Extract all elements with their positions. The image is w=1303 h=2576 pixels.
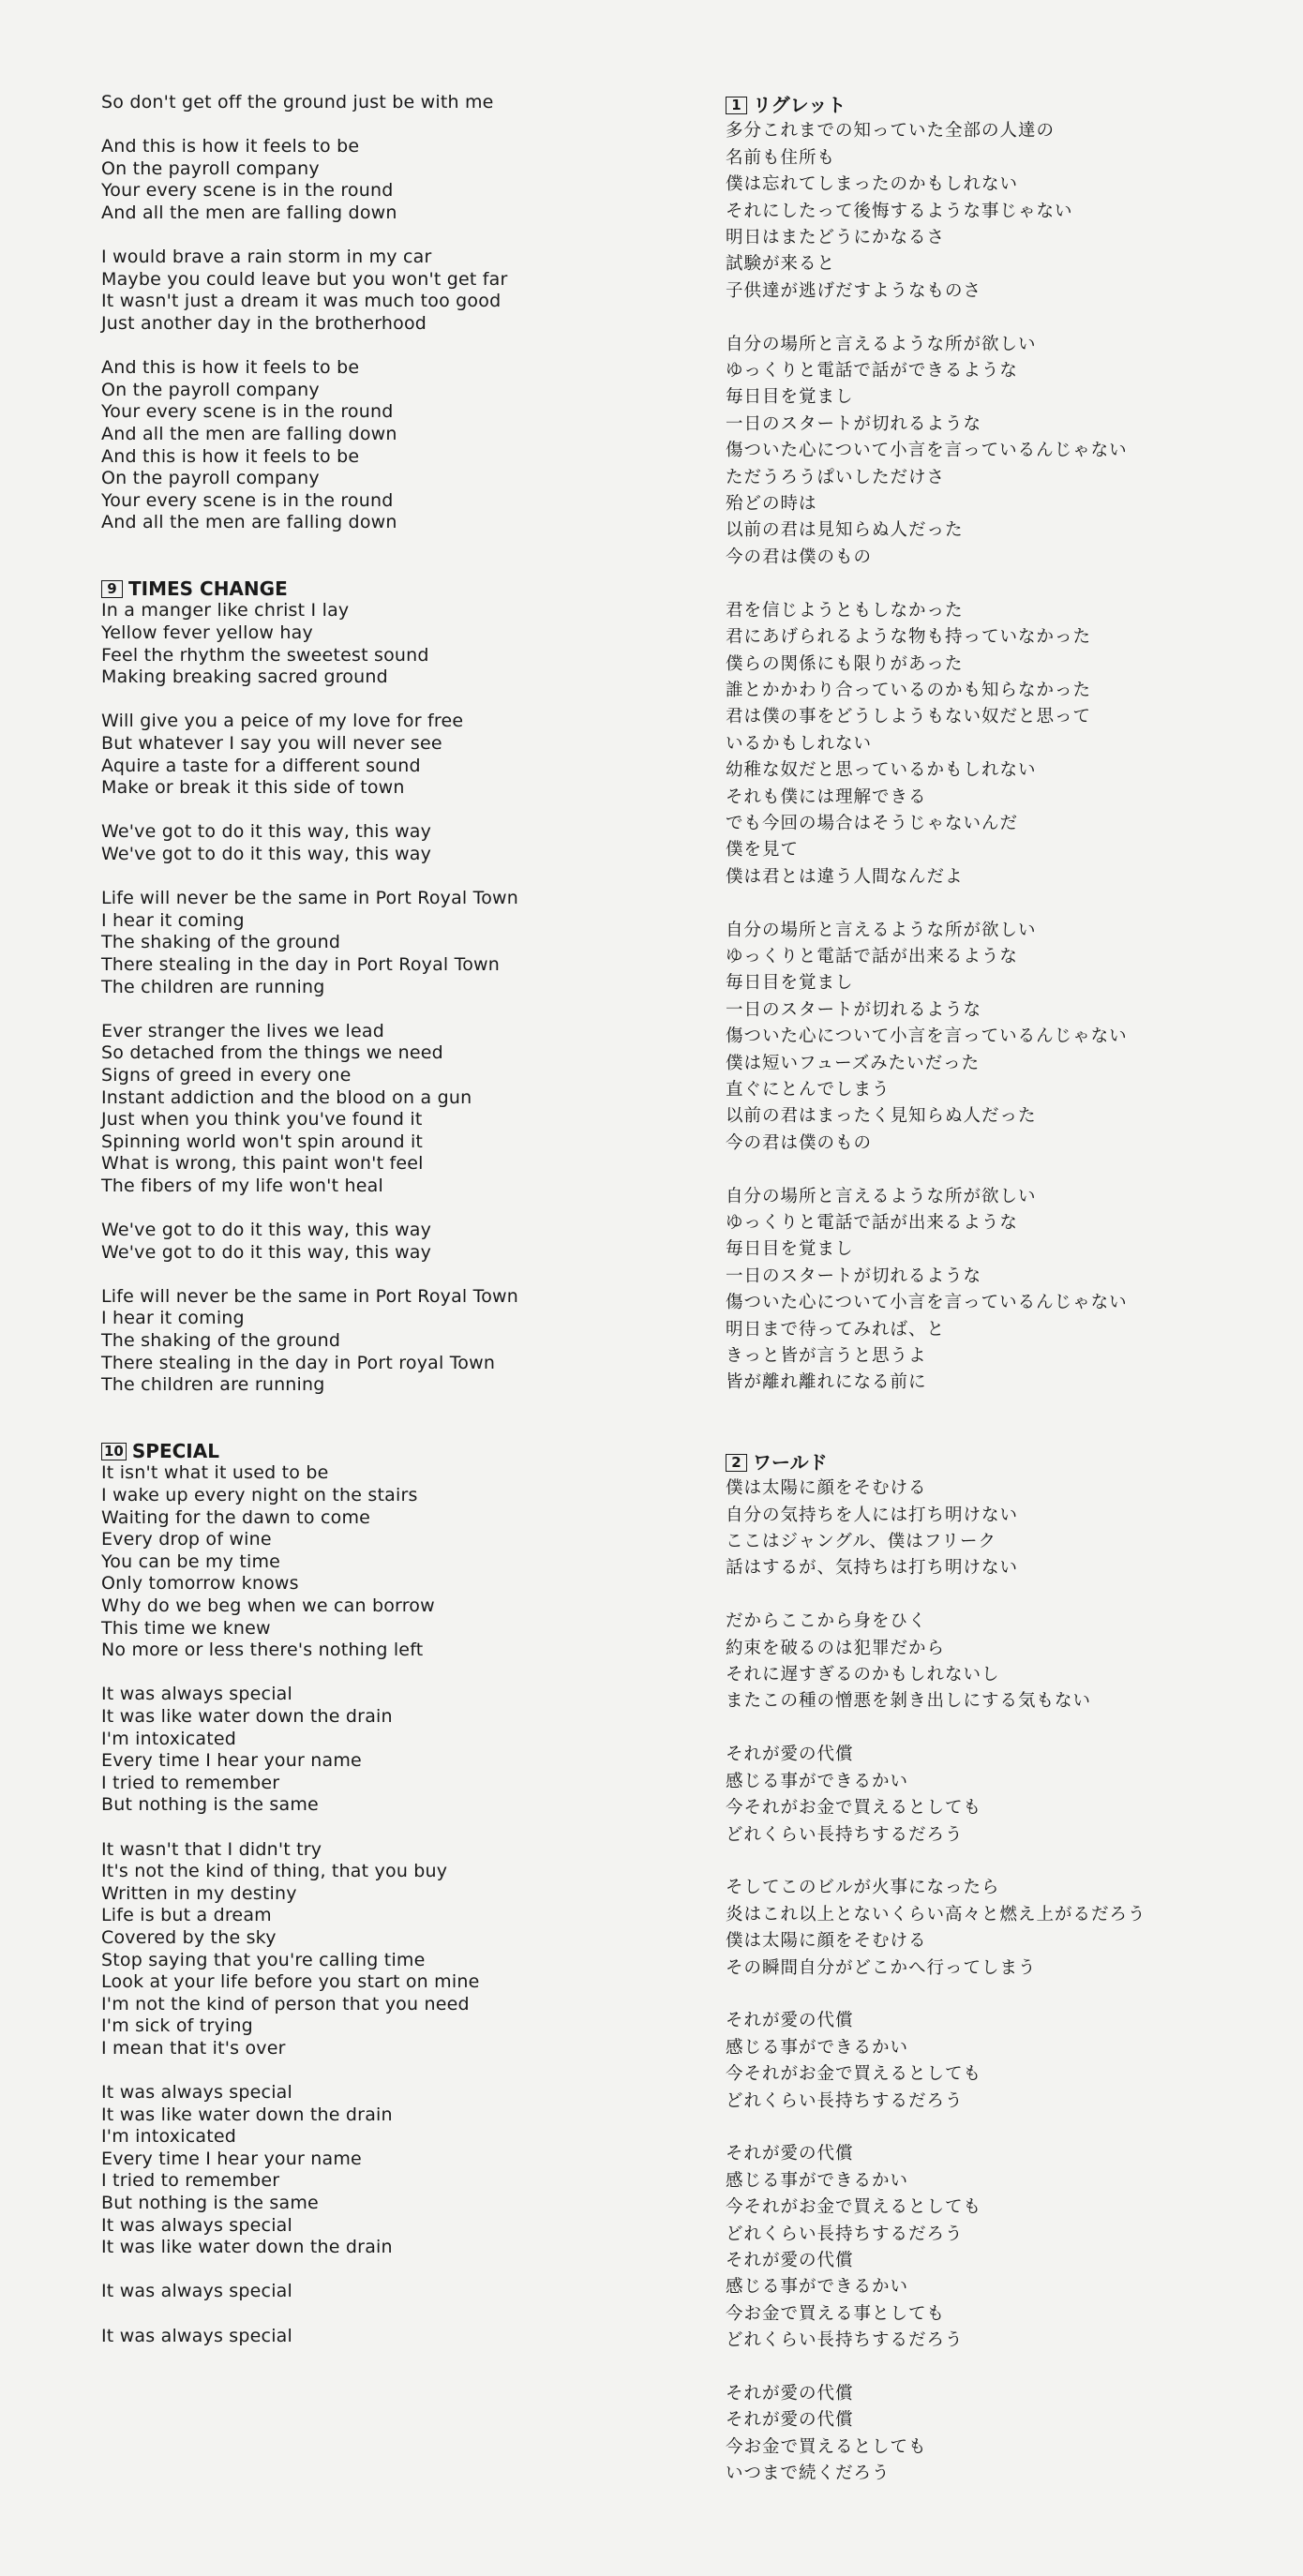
stanza-gap <box>726 1849 1260 1875</box>
stanza-gap <box>726 891 1260 917</box>
lyric-line: I hear it coming <box>101 909 245 931</box>
continuation-lyrics <box>101 92 682 534</box>
stanza-gap <box>726 2115 1260 2141</box>
lyric-stanza <box>101 888 682 998</box>
lyric-line: So detached from the things we need <box>101 1042 443 1064</box>
lyric-line: Your every scene is in the round <box>101 401 394 423</box>
stanza-gap <box>101 998 682 1021</box>
lyric-line: 傷ついた心について小言を言っているんじゃない <box>726 1026 1128 1047</box>
lyric-line: 今お金で買える事としても <box>726 2303 946 2324</box>
lyric-line: On the payroll company <box>101 379 320 400</box>
lyric-line: 毎日目を覚まし <box>726 1239 854 1260</box>
lyric-line: Will give you a peice of my love for free <box>101 711 464 732</box>
lyric-line: It's not the kind of thing, that you buy <box>101 1861 448 1882</box>
lyric-line: It was like water down the drain <box>101 2237 393 2258</box>
lyric-line: 君は僕の事をどうしようもない奴だと思って <box>726 707 1092 727</box>
lyric-line: So don't get off the ground just be with me <box>101 92 494 112</box>
lyric-line: It was always special <box>101 2214 292 2236</box>
song-title <box>726 92 1260 118</box>
lyric-line: I hear it coming <box>101 1308 245 1329</box>
lyric-stanza <box>101 2082 682 2259</box>
lyric-line: But whatever I say you will never see <box>101 733 442 755</box>
lyric-line: 今の君は僕のもの <box>726 1132 873 1153</box>
stanza-gap <box>101 2059 682 2082</box>
lyric-line: It isn't what it used to be <box>101 1462 329 1484</box>
lyric-line: Every time I hear your name <box>101 1750 362 1772</box>
lyric-stanza <box>101 92 682 114</box>
lyric-line: どれくらい長持ちするだろう <box>726 1824 964 1845</box>
lyric-stanza <box>726 2008 1260 2115</box>
lyric-line: 傷ついた心について小言を言っているんじゃない <box>726 1293 1128 1313</box>
lyric-line: それにしたって後悔するような事じゃない <box>726 201 1073 221</box>
lyric-line: そしてこのビルが火事になったら <box>726 1878 1000 1898</box>
lyric-line: 今それがお金で買えるとしても <box>726 2197 982 2218</box>
lyric-line: 感じる事ができるかい <box>726 2037 909 2058</box>
lyric-line: 自分の場所と言えるような所が欲しい <box>726 920 1037 940</box>
lyric-stanza <box>101 1839 682 2060</box>
lyric-line: Making breaking sacred ground <box>101 666 388 688</box>
section-gap <box>726 1397 1260 1449</box>
lyric-line: Yellow fever yellow hay <box>101 622 313 644</box>
lyric-line: 僕は太陽に顔をそむける <box>726 1931 927 1952</box>
lyric-stanza <box>101 600 682 688</box>
lyric-line: それも僕には理解できる <box>726 786 927 807</box>
lyric-line: それが愛の代償 <box>726 2144 854 2164</box>
lyric-line: Your every scene is in the round <box>101 180 394 202</box>
track-number-box: 2 <box>726 1454 747 1472</box>
lyric-stanza <box>101 821 682 865</box>
lyric-line: 僕は太陽に顔をそむける <box>726 1478 927 1499</box>
lyric-line: I mean that it's over <box>101 2037 286 2059</box>
lyric-line: There stealing in the day in Port royal Town <box>101 1352 496 1373</box>
lyric-line: Aquire a taste for a different sound <box>101 755 421 776</box>
song-title-text: ワールド <box>753 1450 828 1474</box>
stanza-gap <box>101 1817 682 1839</box>
lyric-line: 多分これまでの知っていた全部の人達の <box>726 121 1056 142</box>
lyric-line: 以前の君は見知らぬ人だった <box>726 520 964 541</box>
lyric-line: I would brave a rain storm in my car <box>101 247 432 268</box>
lyric-line: 一日のスタートが切れるような <box>726 999 982 1020</box>
section-gap <box>101 1397 682 1441</box>
lyric-stanza <box>101 1684 682 1817</box>
lyric-line: We've got to do it this way, this way <box>101 1241 432 1263</box>
lyric-line: 毎日目を覚まし <box>726 973 854 994</box>
lyric-line: 一日のスタートが切れるような <box>726 1266 982 1286</box>
lyric-stanza <box>101 247 682 335</box>
lyric-line: ゆっくりと電話で話ができるような <box>726 361 1018 382</box>
stanza-gap <box>101 689 682 711</box>
lyric-line: ゆっくりと電話で話が出来るような <box>726 946 1018 966</box>
lyric-stanza <box>101 1220 682 1264</box>
lyric-line: 毎日目を覚まし <box>726 387 854 408</box>
lyric-line: どれくらい長持ちするだろう <box>726 2330 964 2351</box>
stanza-gap <box>101 866 682 889</box>
lyric-line: ここはジャングル、僕はフリーク <box>726 1532 996 1552</box>
lyric-line: だからここから身をひく <box>726 1611 927 1632</box>
lyric-stanza <box>726 1184 1260 1397</box>
lyric-stanza <box>101 711 682 799</box>
lyric-line: その瞬間自分がどこかへ行ってしまう <box>726 1957 1037 1978</box>
stanza-gap <box>101 2259 682 2282</box>
lyric-line: I tried to remember <box>101 2170 280 2192</box>
lyric-stanza <box>726 1609 1260 1715</box>
lyric-stanza <box>101 2281 682 2303</box>
lyric-line: Only tomorrow knows <box>101 1573 299 1595</box>
stanza-gap <box>726 1715 1260 1742</box>
lyric-line: 誰とかかわり合っているのかも知らなかった <box>726 680 1092 700</box>
lyric-line: And this is how it feels to be <box>101 136 360 157</box>
lyric-line: 僕らの関係にも限りがあった <box>726 653 964 674</box>
lyric-stanza <box>101 357 682 534</box>
lyric-line: Just when you think you've found it <box>101 1109 423 1131</box>
lyric-line: どれくらい長持ちするだろう <box>726 2090 964 2111</box>
lyric-stanza <box>726 598 1260 891</box>
lyric-line: And all the men are falling down <box>101 512 397 533</box>
lyric-line: The fibers of my life won't heal <box>101 1175 383 1196</box>
lyric-line: いつまで続くだろう <box>726 2464 891 2484</box>
lyric-line: ゆっくりと電話で話が出来るような <box>726 1213 1018 1233</box>
lyric-line: 君にあげられるような物も持っていなかった <box>726 627 1092 648</box>
lyric-line: 直ぐにとんでしまう <box>726 1079 891 1100</box>
lyric-line: The children are running <box>101 976 325 997</box>
lyric-line: またこの種の憎悪を剝き出しにする気もない <box>726 1691 1092 1712</box>
lyric-line: Your every scene is in the round <box>101 489 394 511</box>
lyric-line: No more or less there's nothing left <box>101 1640 424 1661</box>
lyric-stanza <box>726 332 1260 572</box>
lyric-line: It was always special <box>101 2082 292 2104</box>
lyric-line: The shaking of the ground <box>101 932 341 953</box>
lyric-line: 今それがお金で買えるとしても <box>726 2064 982 2085</box>
stanza-gap <box>101 1198 682 1221</box>
lyric-line: And this is how it feels to be <box>101 357 360 379</box>
lyric-line: I'm sick of trying <box>101 2015 253 2037</box>
lyric-line: Maybe you could leave but you won't get far <box>101 268 508 290</box>
lyric-line: Written in my destiny <box>101 1882 297 1904</box>
lyric-line: Waiting for the dawn to come <box>101 1506 371 1528</box>
lyric-stanza <box>101 136 682 224</box>
lyric-stanza <box>726 2381 1260 2488</box>
stanza-gap <box>726 305 1260 331</box>
lyric-line: Instant addiction and the blood on a gun <box>101 1086 472 1108</box>
lyric-line: On the payroll company <box>101 468 320 489</box>
lyric-line: Make or break it this side of town <box>101 777 405 799</box>
song-regret <box>726 92 1260 1397</box>
lyric-line: And this is how it feels to be <box>101 445 360 467</box>
stanza-gap <box>726 1157 1260 1183</box>
lyric-line: 一日のスタートが切れるような <box>726 413 982 434</box>
lyric-line: 今お金で買えるとしても <box>726 2436 927 2457</box>
track-number-box: 10 <box>101 1443 127 1460</box>
section-gap <box>101 534 682 578</box>
lyric-line: 約束を破るのは犯罪だから <box>726 1638 946 1658</box>
stanza-gap <box>726 2355 1260 2381</box>
lyric-line: 僕は短いフューズみたいだった <box>726 1053 981 1073</box>
lyric-line: Every drop of wine <box>101 1529 272 1550</box>
lyric-line: This time we knew <box>101 1617 271 1639</box>
song-title <box>101 1441 682 1463</box>
lyric-stanza <box>101 1286 682 1397</box>
lyric-line: 君を信じようともしなかった <box>726 600 964 621</box>
song-title-text: TIMES CHANGE <box>128 577 288 600</box>
lyric-line: Signs of greed in every one <box>101 1064 352 1086</box>
lyric-stanza <box>101 2326 682 2348</box>
lyric-line: Look at your life before you start on mine <box>101 1971 480 1993</box>
stanza-gap <box>101 1662 682 1685</box>
lyric-line: 名前も住所も <box>726 147 836 168</box>
stanza-gap <box>726 1982 1260 2008</box>
track-number-box: 9 <box>101 580 123 598</box>
lyric-line: 子供達が逃げだすようなものさ <box>726 280 982 301</box>
lyric-line: I tried to remember <box>101 1772 280 1793</box>
lyric-line: それが愛の代償 <box>726 2250 854 2270</box>
lyric-line: 以前の君はまったく見知らぬ人だった <box>726 1106 1037 1127</box>
lyric-line: There stealing in the day in Port Royal Town <box>101 953 501 975</box>
lyric-line: It was like water down the drain <box>101 2104 393 2125</box>
stanza-gap <box>101 336 682 358</box>
lyric-stanza <box>101 1021 682 1198</box>
stanza-gap <box>726 571 1260 597</box>
lyric-line: 感じる事ができるかい <box>726 1771 909 1791</box>
lyric-line: 感じる事ができるかい <box>726 2170 909 2191</box>
lyric-line: It wasn't just a dream it was much too good <box>101 291 502 312</box>
lyric-line: And all the men are falling down <box>101 202 397 223</box>
lyric-line: 炎はこれ以上とないくらい高々と燃え上がるだろう <box>726 1904 1146 1925</box>
lyric-line: We've got to do it this way, this way <box>101 821 432 843</box>
stanza-gap <box>101 114 682 137</box>
track-number-box: 1 <box>726 97 747 114</box>
lyric-line: 僕は忘れてしまったのかもしれない <box>726 174 1019 195</box>
lyric-stanza <box>726 1475 1260 1582</box>
lyric-line: 自分の気持ちを人には打ち明けない <box>726 1505 1019 1525</box>
lyric-line: 皆が離れ離れになる前に <box>726 1372 927 1393</box>
lyric-line: What is wrong, this paint won't feel <box>101 1153 424 1175</box>
lyric-line: 試験が来ると <box>726 254 836 275</box>
lyric-line: It was always special <box>101 2325 292 2346</box>
lyric-line: I'm intoxicated <box>101 1728 236 1749</box>
lyric-line: 幼稚な奴だと思っているかもしれない <box>726 760 1037 781</box>
lyric-stanza <box>726 1875 1260 1982</box>
song-title <box>101 578 682 601</box>
lyric-line: 話はするが、気持ちは打ち明けない <box>726 1558 1019 1579</box>
lyric-line: Life will never be the same in Port Royal Town <box>101 888 519 909</box>
song-world <box>726 1397 1260 2488</box>
song-times-change <box>101 534 682 1397</box>
lyric-line: いるかもしれない <box>726 733 873 754</box>
lyric-line: Covered by the sky <box>101 1926 277 1948</box>
lyric-line: 僕は君とは違う人間なんだよ <box>726 866 964 887</box>
lyric-line: Life will never be the same in Port Royal Town <box>101 1285 519 1307</box>
lyric-line: Ever stranger the lives we lead <box>101 1020 385 1041</box>
stanza-gap <box>101 1264 682 1286</box>
lyric-line: でも今回の場合はそうじゃないんだ <box>726 813 1019 833</box>
lyric-line: And all the men are falling down <box>101 423 397 444</box>
stanza-gap <box>726 1582 1260 1609</box>
lyric-line: It wasn't that I didn't try <box>101 1838 322 1860</box>
lyric-line: Every time I hear your name <box>101 2148 362 2169</box>
lyric-stanza <box>726 2141 1260 2354</box>
lyric-line: 僕を見て <box>726 840 800 861</box>
lyric-line: 感じる事ができるかい <box>726 2277 909 2298</box>
lyric-line: どれくらい長持ちするだろう <box>726 2224 964 2244</box>
lyric-line: それが愛の代償 <box>726 1745 854 1765</box>
stanza-gap <box>101 2303 682 2326</box>
lyric-line: それが愛の代償 <box>726 2383 854 2404</box>
lyric-stanza <box>726 1742 1260 1849</box>
lyric-line: 殆どの時は <box>726 494 817 515</box>
lyric-line: きっと皆が言うと思うよ <box>726 1346 927 1367</box>
lyric-line: Life is but a dream <box>101 1905 272 1926</box>
lyric-line: Why do we beg when we can borrow <box>101 1595 435 1616</box>
lyric-line: Spinning world won't spin around it <box>101 1131 424 1152</box>
lyric-line: But nothing is the same <box>101 1794 319 1816</box>
lyric-stanza <box>726 118 1260 305</box>
right-lyrics-column <box>726 92 1260 2488</box>
lyric-line: But nothing is the same <box>101 2193 319 2214</box>
lyric-line: It was always special <box>101 2281 292 2302</box>
lyric-line: 明日まで待ってみれば、と <box>726 1319 946 1340</box>
lyric-line: Stop saying that you're calling time <box>101 1949 426 1970</box>
song-title <box>726 1449 1260 1475</box>
lyric-line: 自分の場所と言えるような所が欲しい <box>726 1186 1037 1206</box>
lyric-line: You can be my time <box>101 1550 281 1572</box>
lyric-line: I'm intoxicated <box>101 2126 236 2148</box>
lyric-line: 明日はまたどうにかなるさ <box>726 228 946 248</box>
lyric-line: ただうろうぱいしただけさ <box>726 467 946 487</box>
left-lyrics-column <box>101 92 682 2347</box>
lyric-line: On the payroll company <box>101 157 320 179</box>
lyric-line: Feel the rhythm the sweetest sound <box>101 644 429 666</box>
song-special <box>101 1397 682 2347</box>
lyric-line: It was always special <box>101 1684 292 1705</box>
lyric-line: We've got to do it this way, this way <box>101 844 432 864</box>
song-title-text: リグレット <box>753 94 846 116</box>
stanza-gap <box>101 225 682 247</box>
lyric-stanza <box>101 1462 682 1661</box>
song-title-text: SPECIAL <box>131 1439 219 1462</box>
lyric-line: We've got to do it this way, this way <box>101 1220 432 1241</box>
lyric-line: それが愛の代償 <box>726 2410 854 2431</box>
lyric-stanza <box>726 918 1260 1158</box>
lyric-line: 今それがお金で買えるとしても <box>726 1798 982 1819</box>
lyric-line: I'm not the kind of person that you need <box>101 1993 470 2014</box>
lyric-line: The children are running <box>101 1374 325 1396</box>
lyric-line: 傷ついた心について小言を言っているんじゃない <box>726 441 1128 461</box>
lyric-line: それに遅すぎるのかもしれないし <box>726 1665 1000 1685</box>
lyric-line: 今の君は僕のもの <box>726 547 873 567</box>
lyric-line: 自分の場所と言えるような所が欲しい <box>726 334 1037 354</box>
lyric-line: In a manger like christ I lay <box>101 600 350 622</box>
lyric-line: It was like water down the drain <box>101 1705 393 1727</box>
lyric-line: The shaking of the ground <box>101 1330 341 1352</box>
stanza-gap <box>101 800 682 822</box>
lyric-line: それが愛の代償 <box>726 2011 854 2031</box>
lyric-line: I wake up every night on the stairs <box>101 1485 418 1506</box>
lyric-line: Just another day in the brotherhood <box>101 312 427 334</box>
